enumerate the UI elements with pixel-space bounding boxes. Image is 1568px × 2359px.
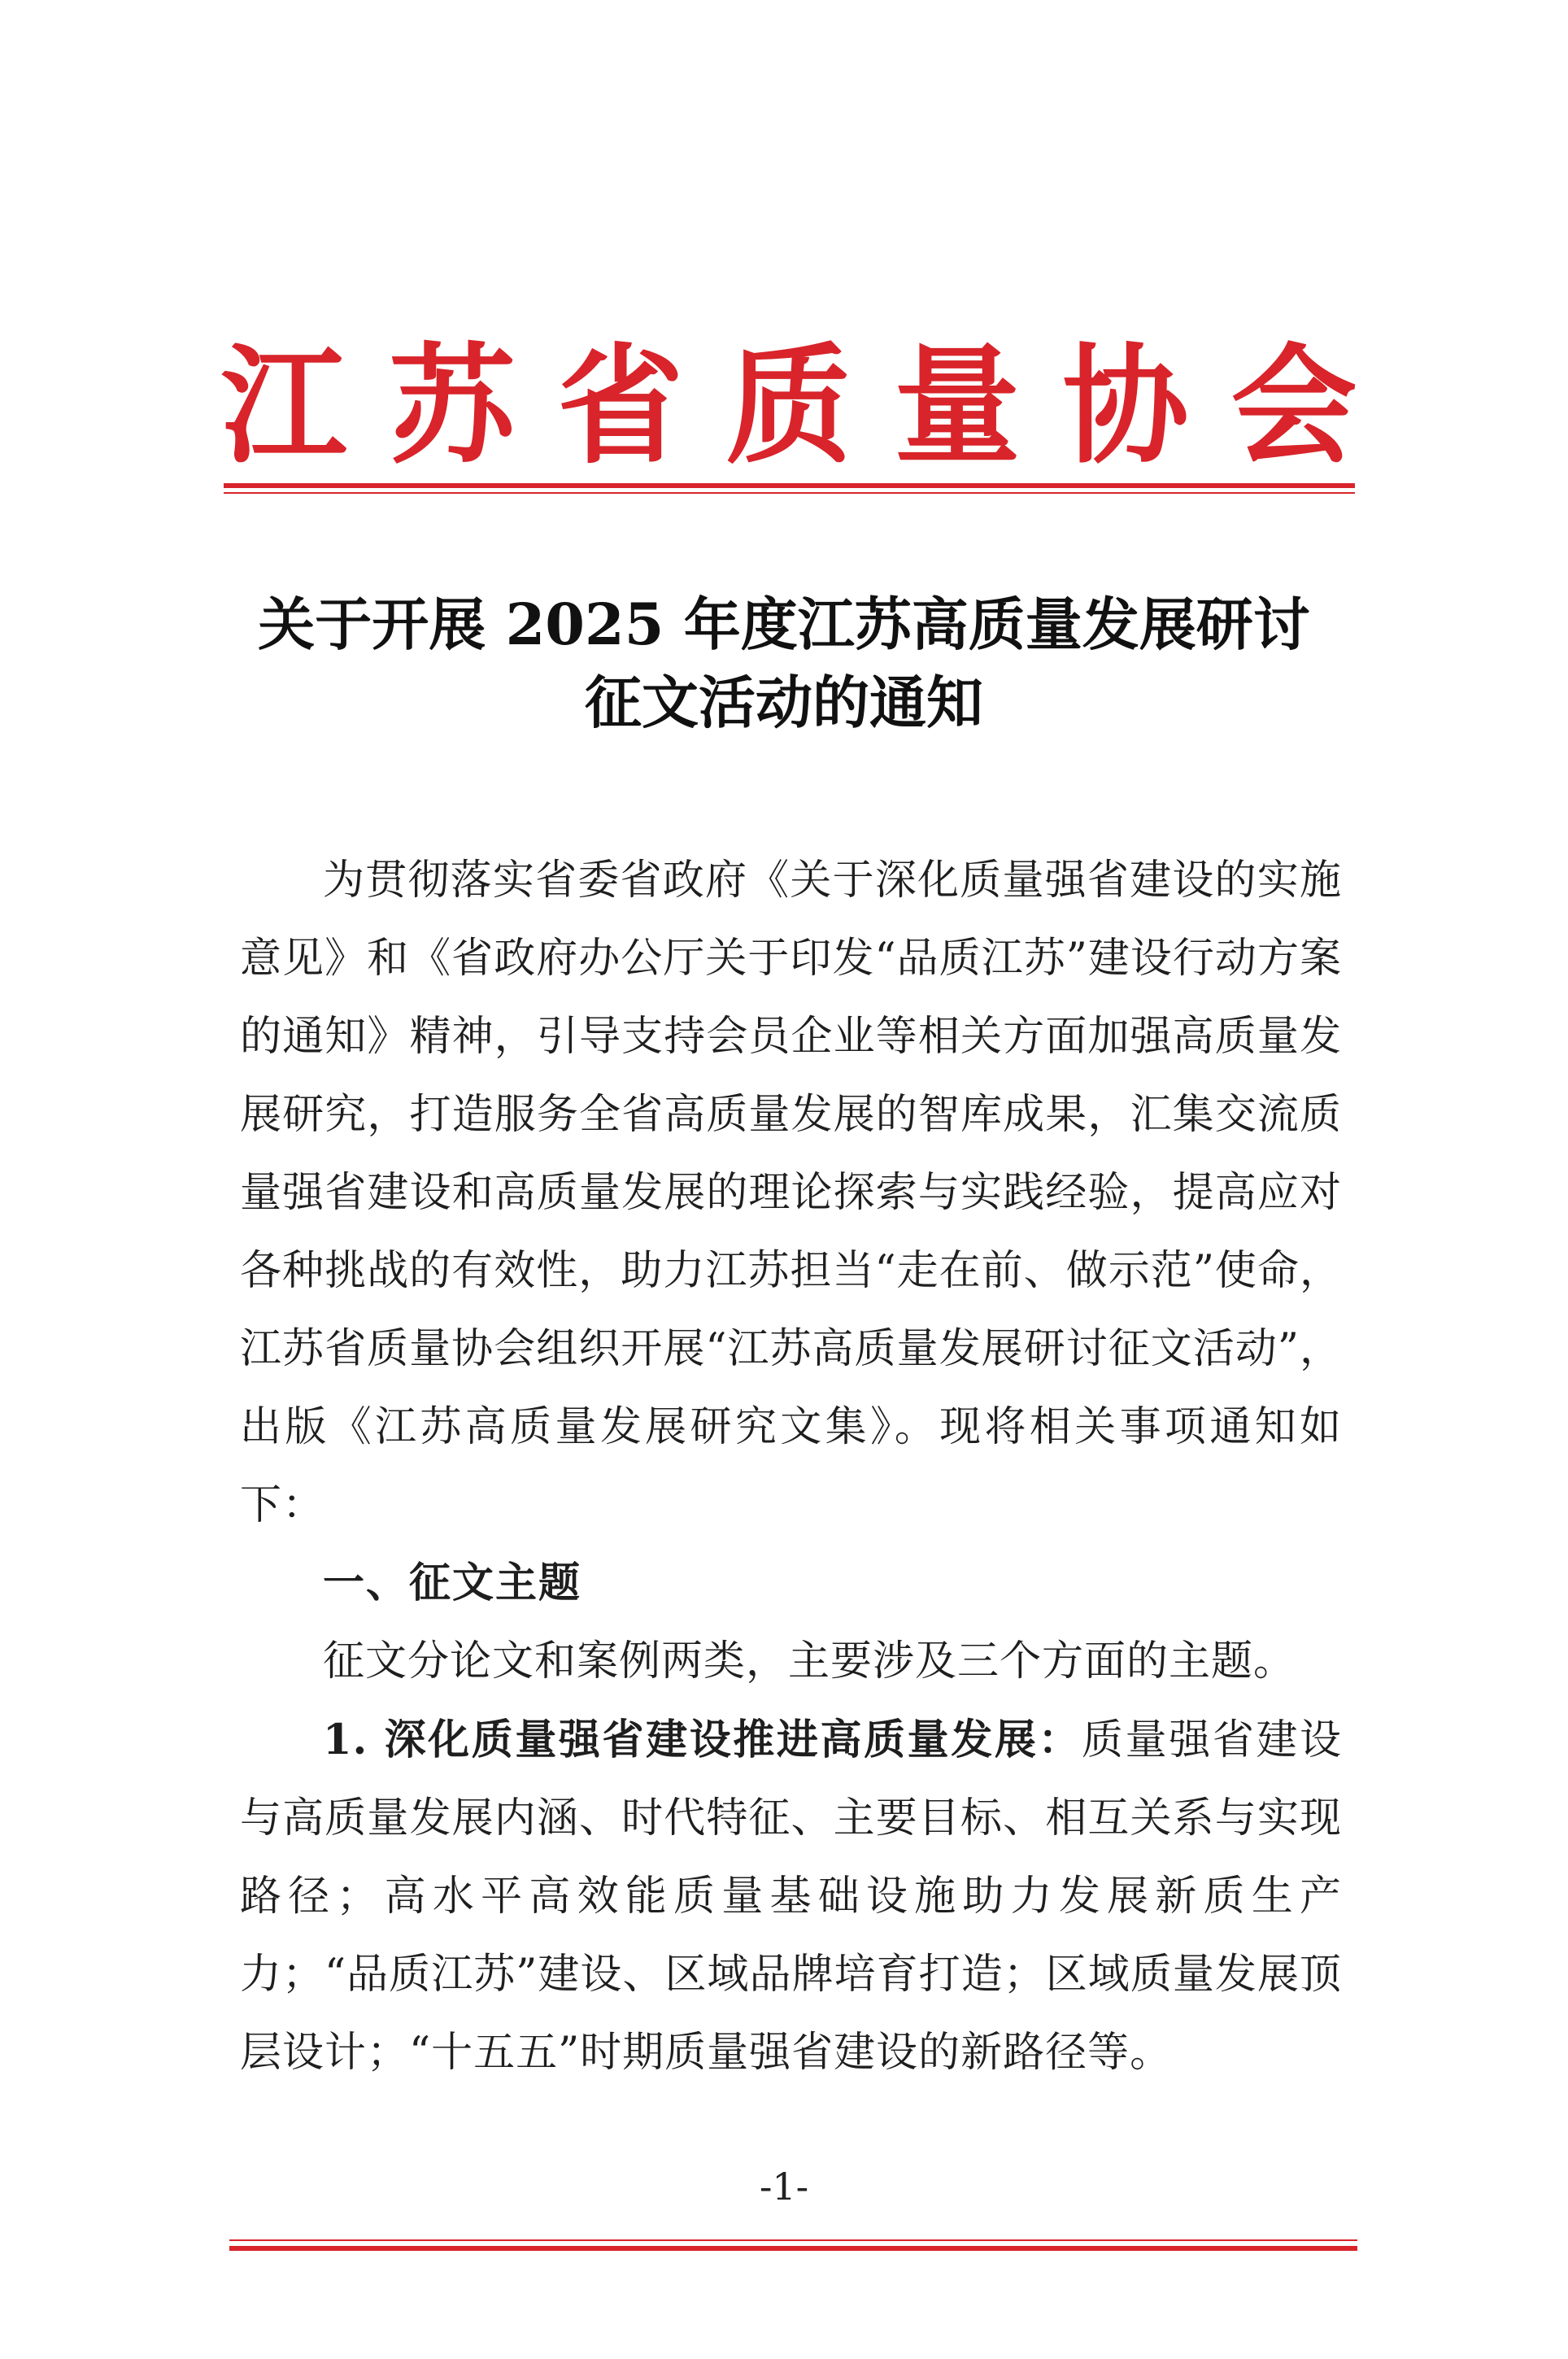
page-number: -1- — [759, 2165, 809, 2209]
letterhead-char: 协 — [1062, 331, 1189, 482]
theme-item-1-text: 质量强省建设与高质量发展内涵、时代特征、主要目标、相互关系与实现路径；高水平高效能质量基础设施助力发展新质生产力；“品质江苏”建设、区域品牌培育打造；区域质量发展顶层设计；“十五五”时期质量强省建设的新路径等。 — [240, 1716, 1342, 2077]
letterhead-char: 量 — [894, 331, 1021, 482]
letterhead-char: 省 — [557, 331, 684, 482]
document-title — [163, 586, 1405, 742]
theme-item-1 — [240, 1701, 1342, 2092]
section-paragraph-themes: 征文分论文和案例两类，主要涉及三个方面的主题。 — [323, 1637, 1296, 1685]
section-heading-themes: 一、征文主题 — [323, 1559, 582, 1607]
document-title-line-1: 关于开展 2025 年度江苏高质量发展研讨 — [258, 591, 1310, 658]
letterhead-char: 江 — [220, 331, 347, 482]
intro-paragraph: 为贯彻落实省委省政府《关于深化质量强省建设的实施意见》和《省政府办公厅关于印发“品质江苏”建设行动方案的通知》精神，引导支持会员企业等相关方面加强高质量发展研究，打造服务全省高质量发展的智库成果，汇集交流质量强省建设和高质量发展的理论探索与实践经验，提高应对各种挑战的有效性，助力江苏担当“走在前、做示范”使命，江苏省质量协会组织开展“江苏高质量发展研讨征文活动”，出版《江苏高质量发展研究文集》。现将相关事项通知如下： — [240, 857, 1342, 1529]
theme-item-1-lead: 1. 深化质量强省建设推进高质量发展： — [323, 1716, 1082, 1764]
letterhead-char: 苏 — [389, 331, 516, 482]
document-title-line-2: 征文活动的通知 — [585, 669, 983, 736]
letterhead-char: 质 — [725, 331, 852, 482]
footer-divider-thin — [229, 2239, 1357, 2241]
document-body — [240, 842, 1342, 2092]
letterhead-organization-name — [220, 331, 1358, 482]
letterhead-char: 会 — [1230, 331, 1357, 482]
footer-divider-thick — [229, 2246, 1357, 2251]
letterhead-divider-thick — [224, 483, 1355, 488]
letterhead-divider-thin — [224, 492, 1355, 494]
